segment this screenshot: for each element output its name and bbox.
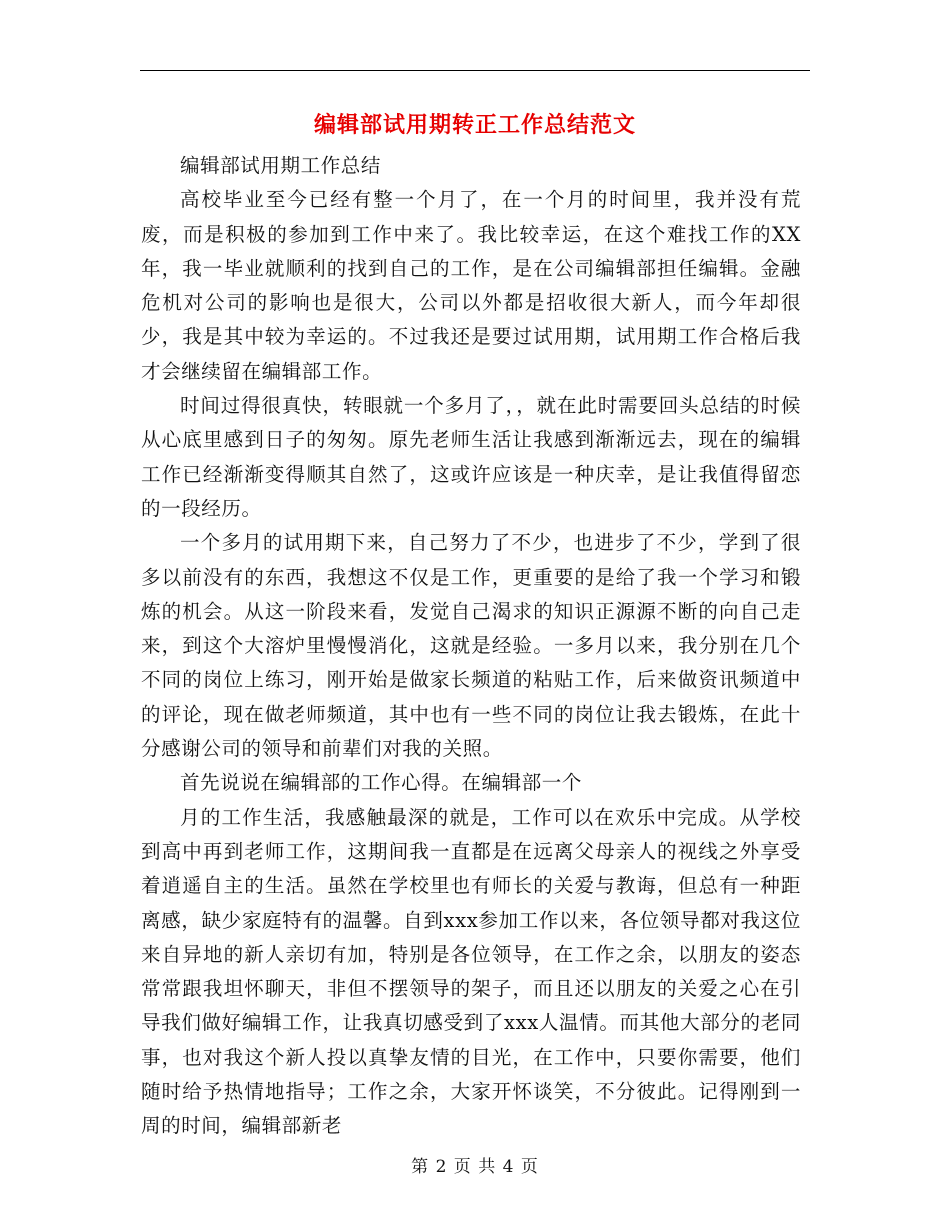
document-title: 编辑部试用期转正工作总结范文 xyxy=(313,113,636,138)
paragraph: 高校毕业至今已经有整一个月了，在一个月的时间里，我并没有荒废，而是积极的参加到工作中来了。我比较幸运，在这个难找工作的XX年，我一毕业就顺利的找到自己的工作，是在公司编辑部担任编辑。金融危机对公司的影响也是很大，公司以外都是招收很大新人，而今年却很少，我是其中较为幸运的。不过我还是要过试用期，试用期工作合格后我才会继续留在编辑部工作。 xyxy=(141,188,801,383)
paragraph: 时间过得很真快，转眼就一个多月了，，就在此时需要回头总结的时候从心底里感到日子的匆匆。原先老师生活让我感到渐渐远去，现在的编辑工作已经渐渐变得顺其自然了，这或许应该是一种庆幸，是让我值得留恋的一段经历。 xyxy=(141,394,801,520)
page-number-footer: 第 2 页 共 4 页 xyxy=(411,1157,539,1177)
paragraph: 首先说说在编辑部的工作心得。在编辑部一个 xyxy=(180,771,583,795)
paragraph-heading: 编辑部试用期工作总结 xyxy=(180,154,382,177)
header-rule xyxy=(140,70,810,71)
document-body xyxy=(141,149,801,1144)
paragraph: 一个多月的试用期下来，自己努力了不少，也进步了不少，学到了很多以前没有的东西，我想这不仅是工作，更重要的是给了我一个学习和锻炼的机会。从这一阶段来看，发觉自己渴求的知识正源源不断的向自己走来，到这个大溶炉里慢慢消化，这就是经验。一多月以来，我分别在几个不同的岗位上练习，刚开始是做家长频道的粘贴工作，后来做资讯频道中的评论，现在做老师频道，其中也有一些不同的岗位让我去锻炼，在此十分感谢公司的领导和前辈们对我的关照。 xyxy=(141,531,801,761)
paragraph: 月的工作生活，我感触最深的就是，工作可以在欢乐中完成。从学校到高中再到老师工作，这期间我一直都是在远离父母亲人的视线之外享受着逍遥自主的生活。虽然在学校里也有师长的关爱与教诲，但总有一种距离感，缺少家庭特有的温馨。自到xxx参加工作以来，各位领导都对我这位来自异地的新人亲切有加，特别是各位领导，在工作之余，以朋友的姿态常常跟我坦怀聊天，非但不摆领导的架子，而且还以朋友的关爱之心在引导我们做好编辑工作，让我真切感受到了xxx人温情。而其他大部分的老同事，也对我这个新人投以真挚友情的目光，在工作中，只要你需要，他们随时给予热情地指导；工作之余，大家开怀谈笑，不分彼此。记得刚到一周的时间，编辑部新老 xyxy=(141,805,801,1138)
